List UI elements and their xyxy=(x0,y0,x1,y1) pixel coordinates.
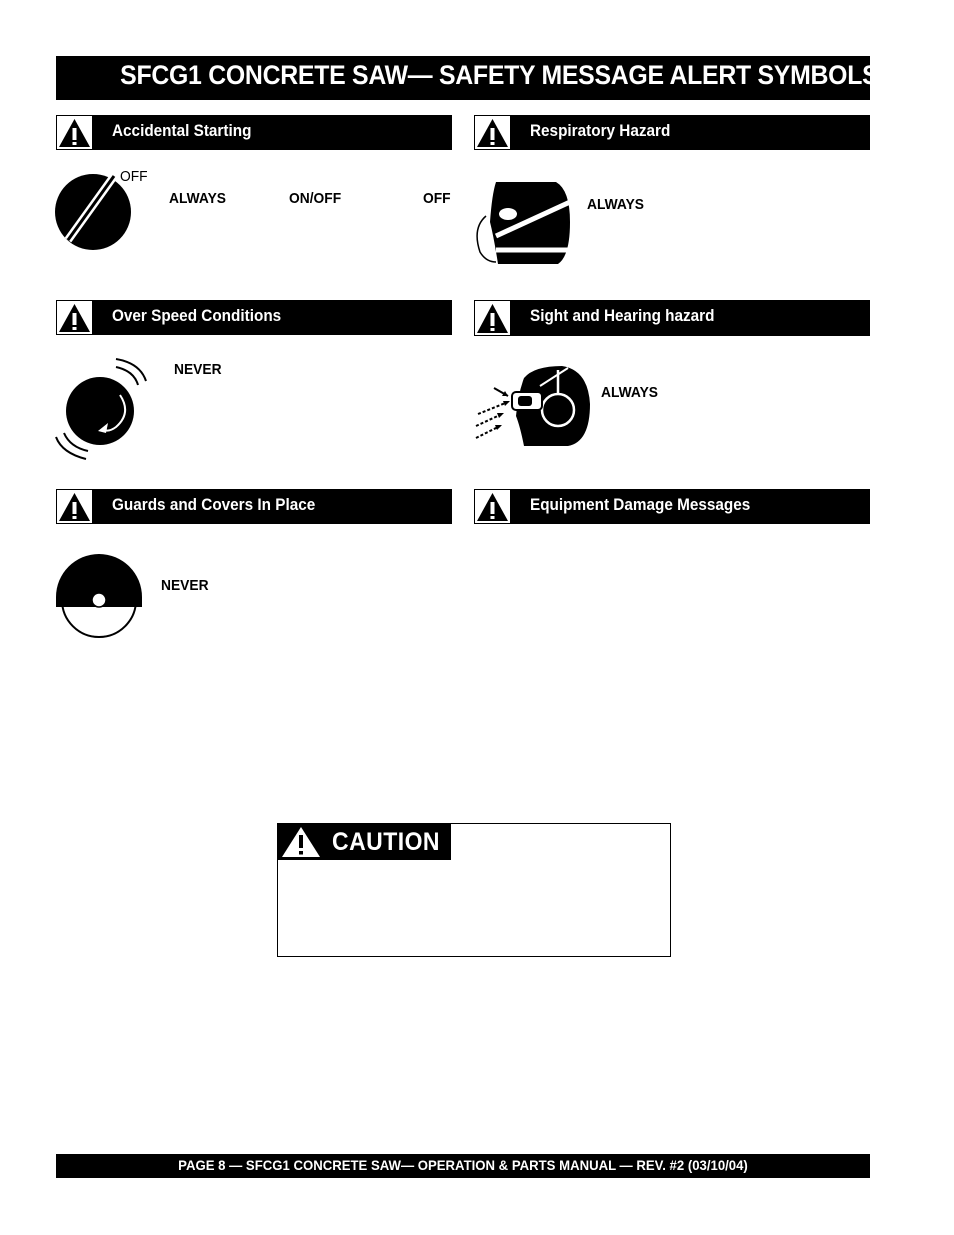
section-header-over-speed xyxy=(56,300,452,335)
section-header-accidental-starting xyxy=(56,115,452,150)
page-footer: PAGE 8 — SFCG1 CONCRETE SAW— OPERATION & PARTS MANUAL — REV. #2 (03/10/04) xyxy=(178,1157,748,1173)
section-title: Over Speed Conditions xyxy=(112,306,282,325)
keyword-never: NEVER xyxy=(174,361,222,378)
section-title: Sight and Hearing hazard xyxy=(530,306,715,325)
page-title: SFCG1 CONCRETE SAW— SAFETY MESSAGE ALERT SYMBOLS xyxy=(120,60,879,90)
caution-tab xyxy=(278,824,451,860)
section-title: Accidental Starting xyxy=(112,121,252,140)
keyword-never: NEVER xyxy=(161,577,209,594)
keyword-off: OFF xyxy=(423,190,451,207)
section-header-guards-covers xyxy=(56,489,452,524)
keyword-always: ALWAYS xyxy=(601,384,659,401)
section-header-respiratory-hazard xyxy=(474,115,870,150)
caution-label: CAUTION xyxy=(332,828,440,856)
warning-triangle-icon xyxy=(475,490,510,523)
page-title-bar xyxy=(56,56,879,100)
caution-box xyxy=(277,823,671,957)
respirator-mask-icon xyxy=(472,178,574,273)
goggles-earmuffs-icon xyxy=(472,364,592,453)
section-header-equipment-damage xyxy=(474,489,870,524)
warning-triangle-icon xyxy=(57,301,92,334)
blade-guard-icon xyxy=(54,549,146,646)
section-title: Respiratory Hazard xyxy=(530,121,671,140)
warning-triangle-icon xyxy=(57,490,92,523)
keyword-always: ALWAYS xyxy=(169,190,227,207)
page-footer-bar xyxy=(56,1154,870,1178)
warning-triangle-icon xyxy=(57,116,92,149)
warning-triangle-icon xyxy=(280,826,322,858)
keyword-on-off: ON/OFF xyxy=(289,190,342,207)
switch-off-label: OFF xyxy=(120,168,148,185)
rotating-speed-icon xyxy=(54,355,154,466)
warning-triangle-icon xyxy=(475,301,510,335)
keyword-always: ALWAYS xyxy=(587,196,645,213)
section-header-sight-hearing xyxy=(474,300,870,336)
section-title: Equipment Damage Messages xyxy=(530,495,751,514)
warning-triangle-icon xyxy=(475,116,510,149)
section-title: Guards and Covers In Place xyxy=(112,495,316,514)
